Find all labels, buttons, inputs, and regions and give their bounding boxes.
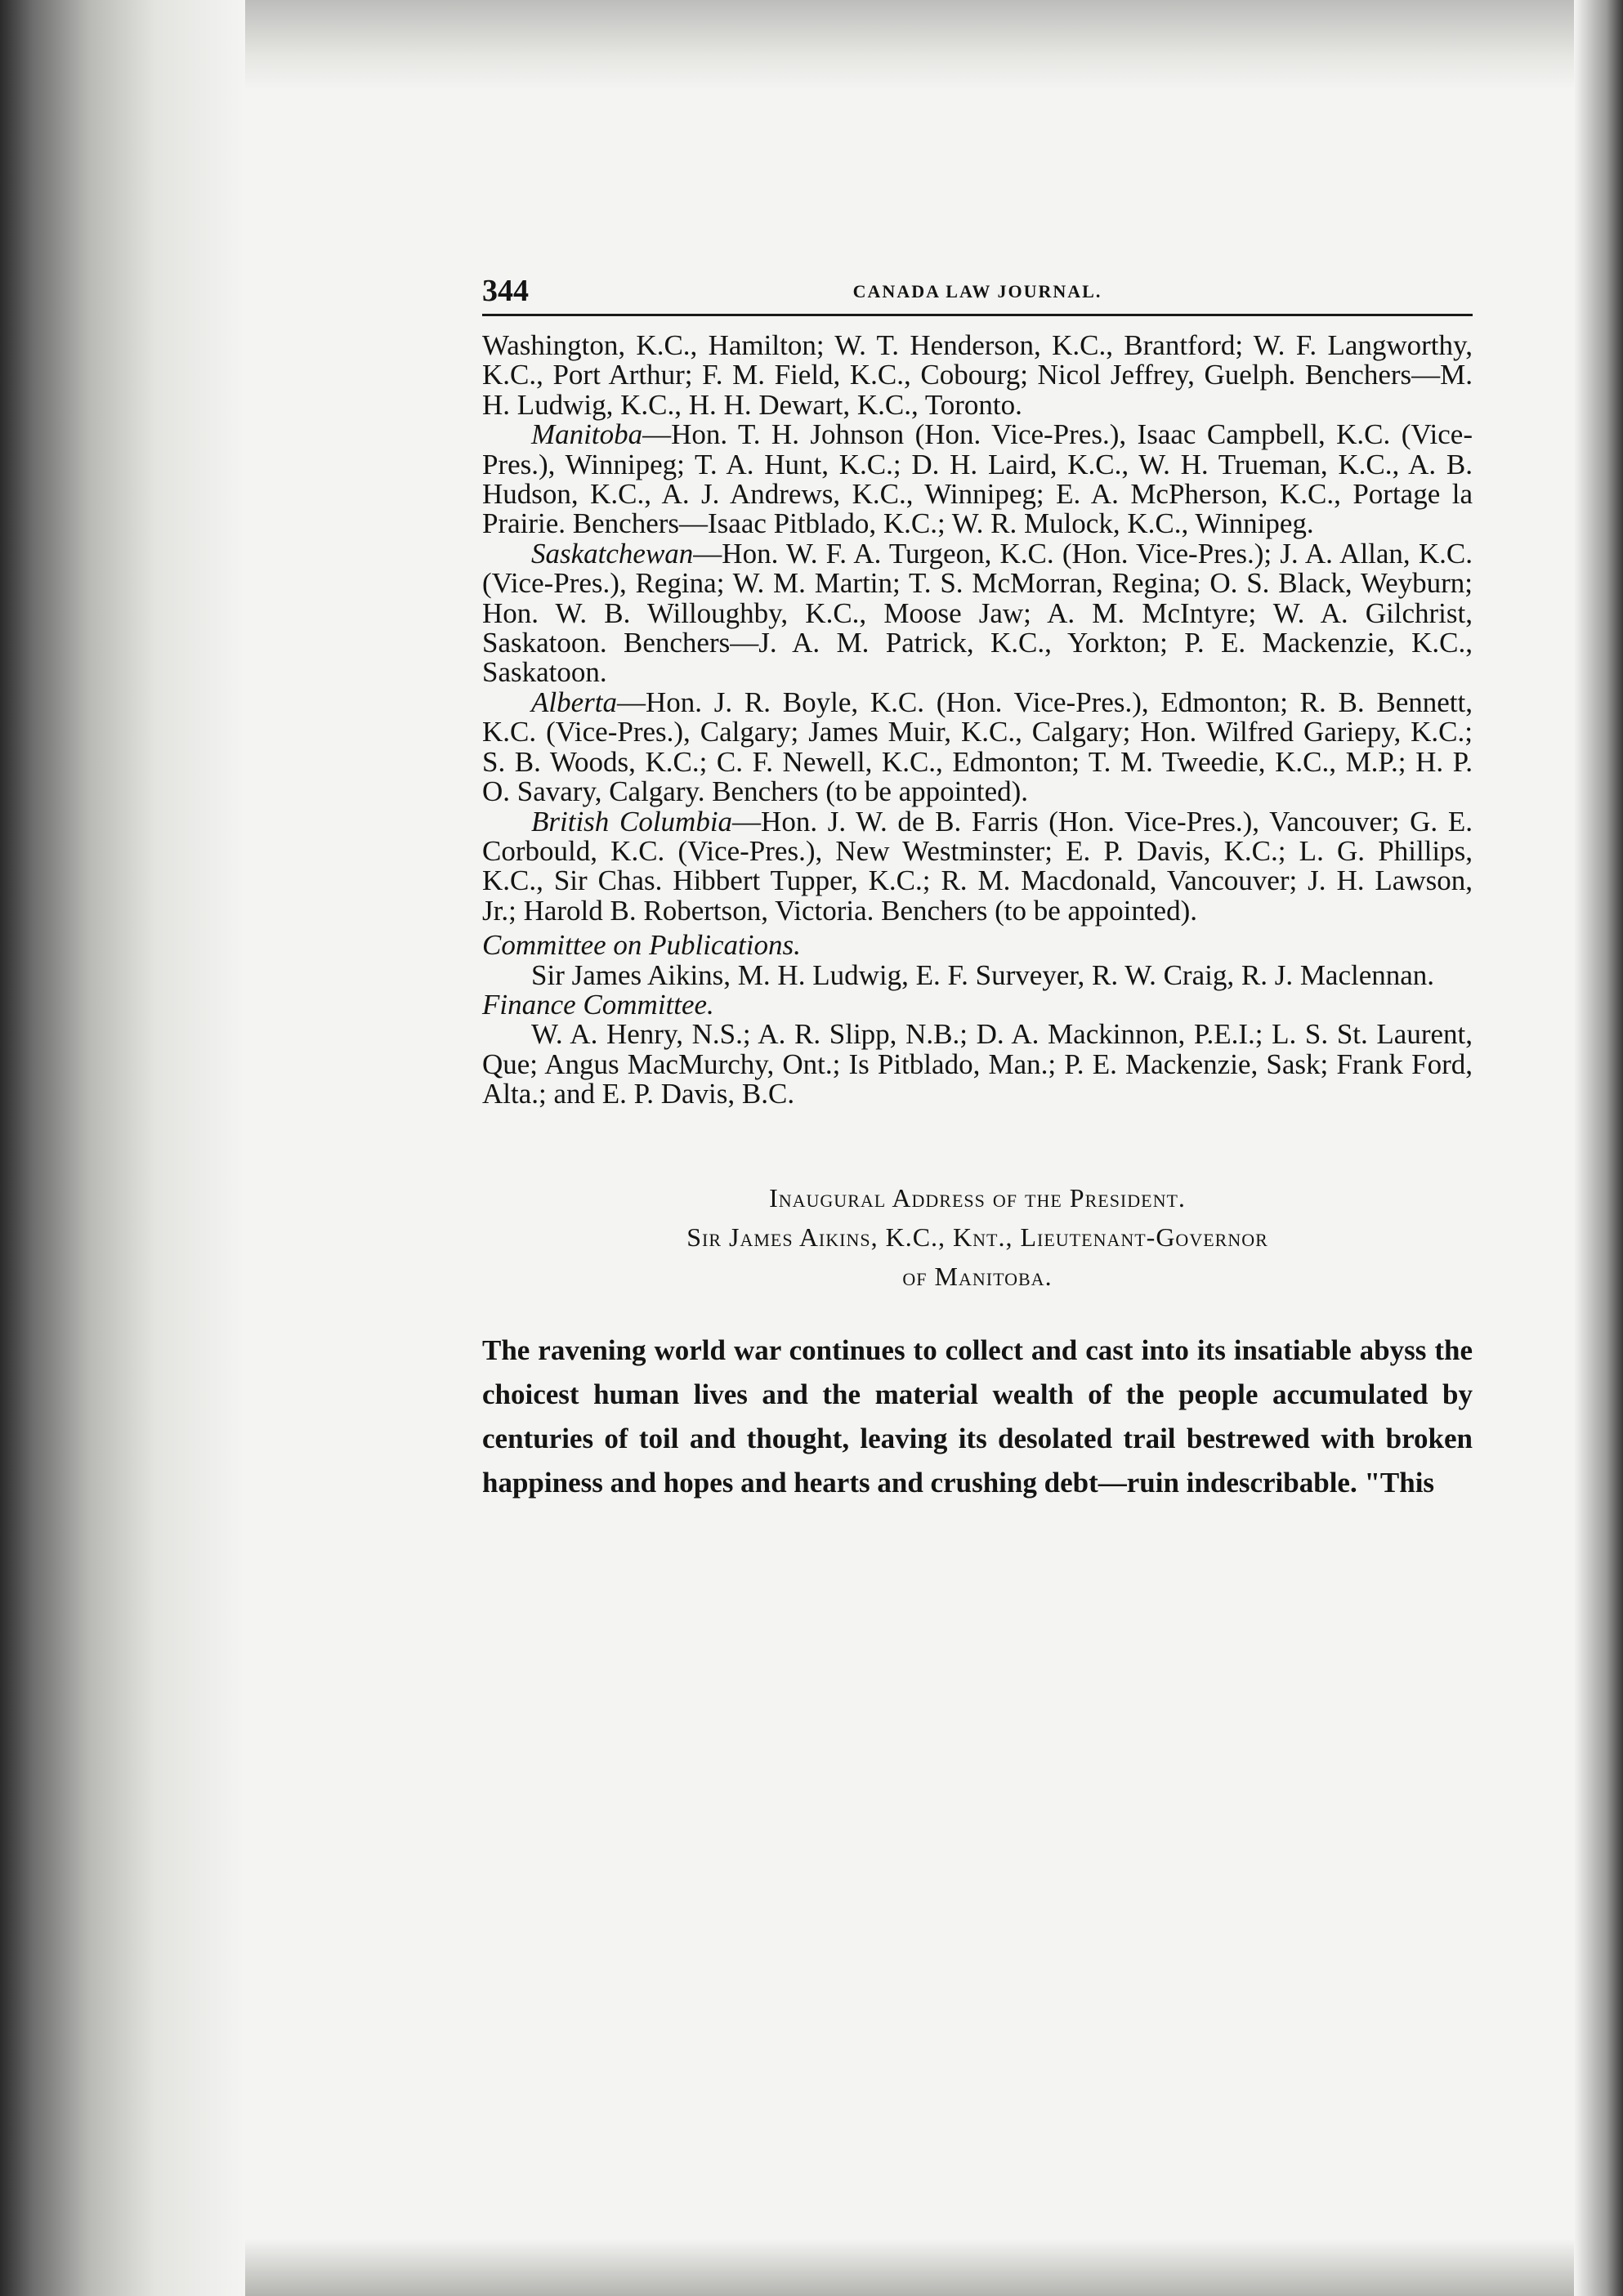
province-name: Manitoba: [531, 418, 643, 451]
province-name: Alberta: [531, 686, 617, 718]
journal-page: [482, 270, 1473, 1505]
committee-members-finance: W. A. Henry, N.S.; A. R. Slipp, N.B.; D. A. Mackinnon, P.E.I.; L. S. St. Laurent, Que; Angus MacMurchy, Ont.; Is Pitblado, Man.; P. E. Mackenzie, Sask; Frank Ford, Alta.; and E. P. Davis, B.C.: [482, 1018, 1473, 1110]
journal-title: CANADA LAW JOURNAL.: [852, 281, 1102, 302]
address-body: [482, 1329, 1473, 1505]
scan-top-margin: [245, 0, 1574, 90]
province-entry-saskatchewan: [482, 539, 1473, 688]
province-members: —Hon. W. F. A. Turgeon, K.C. (Hon. Vice-Pres.); J. A. Allan, K.C. (Vice-Pres.), Regina; W. M. Martin; T. S. McMorran, Regina; O. S. Black, Weyburn; Hon. W. B. Willoughby, K.C., Moose Jaw; A. M. McIntyre; W. A. Gilchrist, Saskatoon. Benchers—J. A. M. Patrick, K.C., Yorkton; P. E. Mackenzie, K.C., Saskatoon.: [482, 537, 1473, 689]
address-author-office: of Manitoba.: [902, 1261, 1053, 1291]
province-members: —Hon. J. W. de B. Farris (Hon. Vice-Pres.), Vancouver; G. E. Corbould, K.C. (Vice-Pres.), New Westminster; E. P. Davis, K.C.; L. G. Phillips, K.C., Sir Chas. Hibbert Tupper, K.C.; R. M. Macdonald, Vancouver; J. H. Lawson, Jr.; Harold B. Robertson, Victoria. Benchers (to be appointed).: [482, 805, 1473, 927]
committee-members-publications: Sir James Aikins, M. H. Ludwig, E. F. Surveyer, R. W. Craig, R. J. Maclennan.: [531, 958, 1435, 991]
province-entry-alberta: [482, 688, 1473, 807]
committee-heading-finance: Finance Committee.: [482, 988, 714, 1021]
province-entry-manitoba: [482, 420, 1473, 539]
address-title: Inaugural Address of the President.: [769, 1182, 1186, 1213]
committee-heading-publications: Committee on Publications.: [482, 929, 801, 962]
running-head: [482, 270, 1473, 316]
province-name: British Columbia: [531, 805, 733, 838]
scan-bottom-margin: [245, 2239, 1574, 2296]
address-author: Sir James Aikins, K.C., Knt., Lieutenant-Governor: [686, 1222, 1268, 1252]
address-opening-paragraph: The ravening world war continues to collect and cast into its insatiable abyss the choicest human lives and the material wealth of the people accumulated by centuries of toil and thought, leaving its desolated trail bestrewed with broken happiness and hopes and hearts and crushing debt—ruin indescribable. "This: [482, 1333, 1473, 1499]
member-listing: [482, 331, 1473, 1110]
page-number: 344: [482, 274, 529, 308]
province-name: Saskatchewan: [531, 537, 694, 570]
page-edge-shadow: [1574, 0, 1623, 2296]
continuation-paragraph: Washington, K.C., Hamilton; W. T. Henderson, K.C., Brantford; W. F. Langworthy, K.C., Port Arthur; F. M. Field, K.C., Cobourg; Nicol Jeffrey, Guelph. Benchers—M. H. Ludwig, K.C., H. H. Dewart, K.C., Toronto.: [482, 329, 1473, 421]
province-entry-british-columbia: [482, 807, 1473, 927]
province-members: —Hon. T. H. Johnson (Hon. Vice-Pres.), Isaac Campbell, K.C. (Vice-Pres.), Winnipeg; T. A. Hunt, K.C.; D. H. Laird, K.C., W. H. Trueman, K.C., A. B. Hudson, K.C., A. J. Andrews, K.C., Winnipeg; E. A. McPherson, K.C., Portage la Prairie. Benchers—Isaac Pitblado, K.C.; W. R. Mulock, K.C., Winnipeg.: [482, 418, 1473, 540]
province-members: —Hon. J. R. Boyle, K.C. (Hon. Vice-Pres.), Edmonton; R. B. Bennett, K.C. (Vice-Pres.), Calgary; James Muir, K.C., Calgary; Hon. Wilfred Gariepy, K.C.; S. B. Woods, K.C.; C. F. Newell, K.C., Edmonton; T. M. Tweedie, K.C., M.P.; H. P. O. Savary, Calgary. Benchers (to be appointed).: [482, 686, 1473, 808]
book-binding-shadow: [0, 0, 245, 2296]
address-heading: [482, 1178, 1473, 1296]
